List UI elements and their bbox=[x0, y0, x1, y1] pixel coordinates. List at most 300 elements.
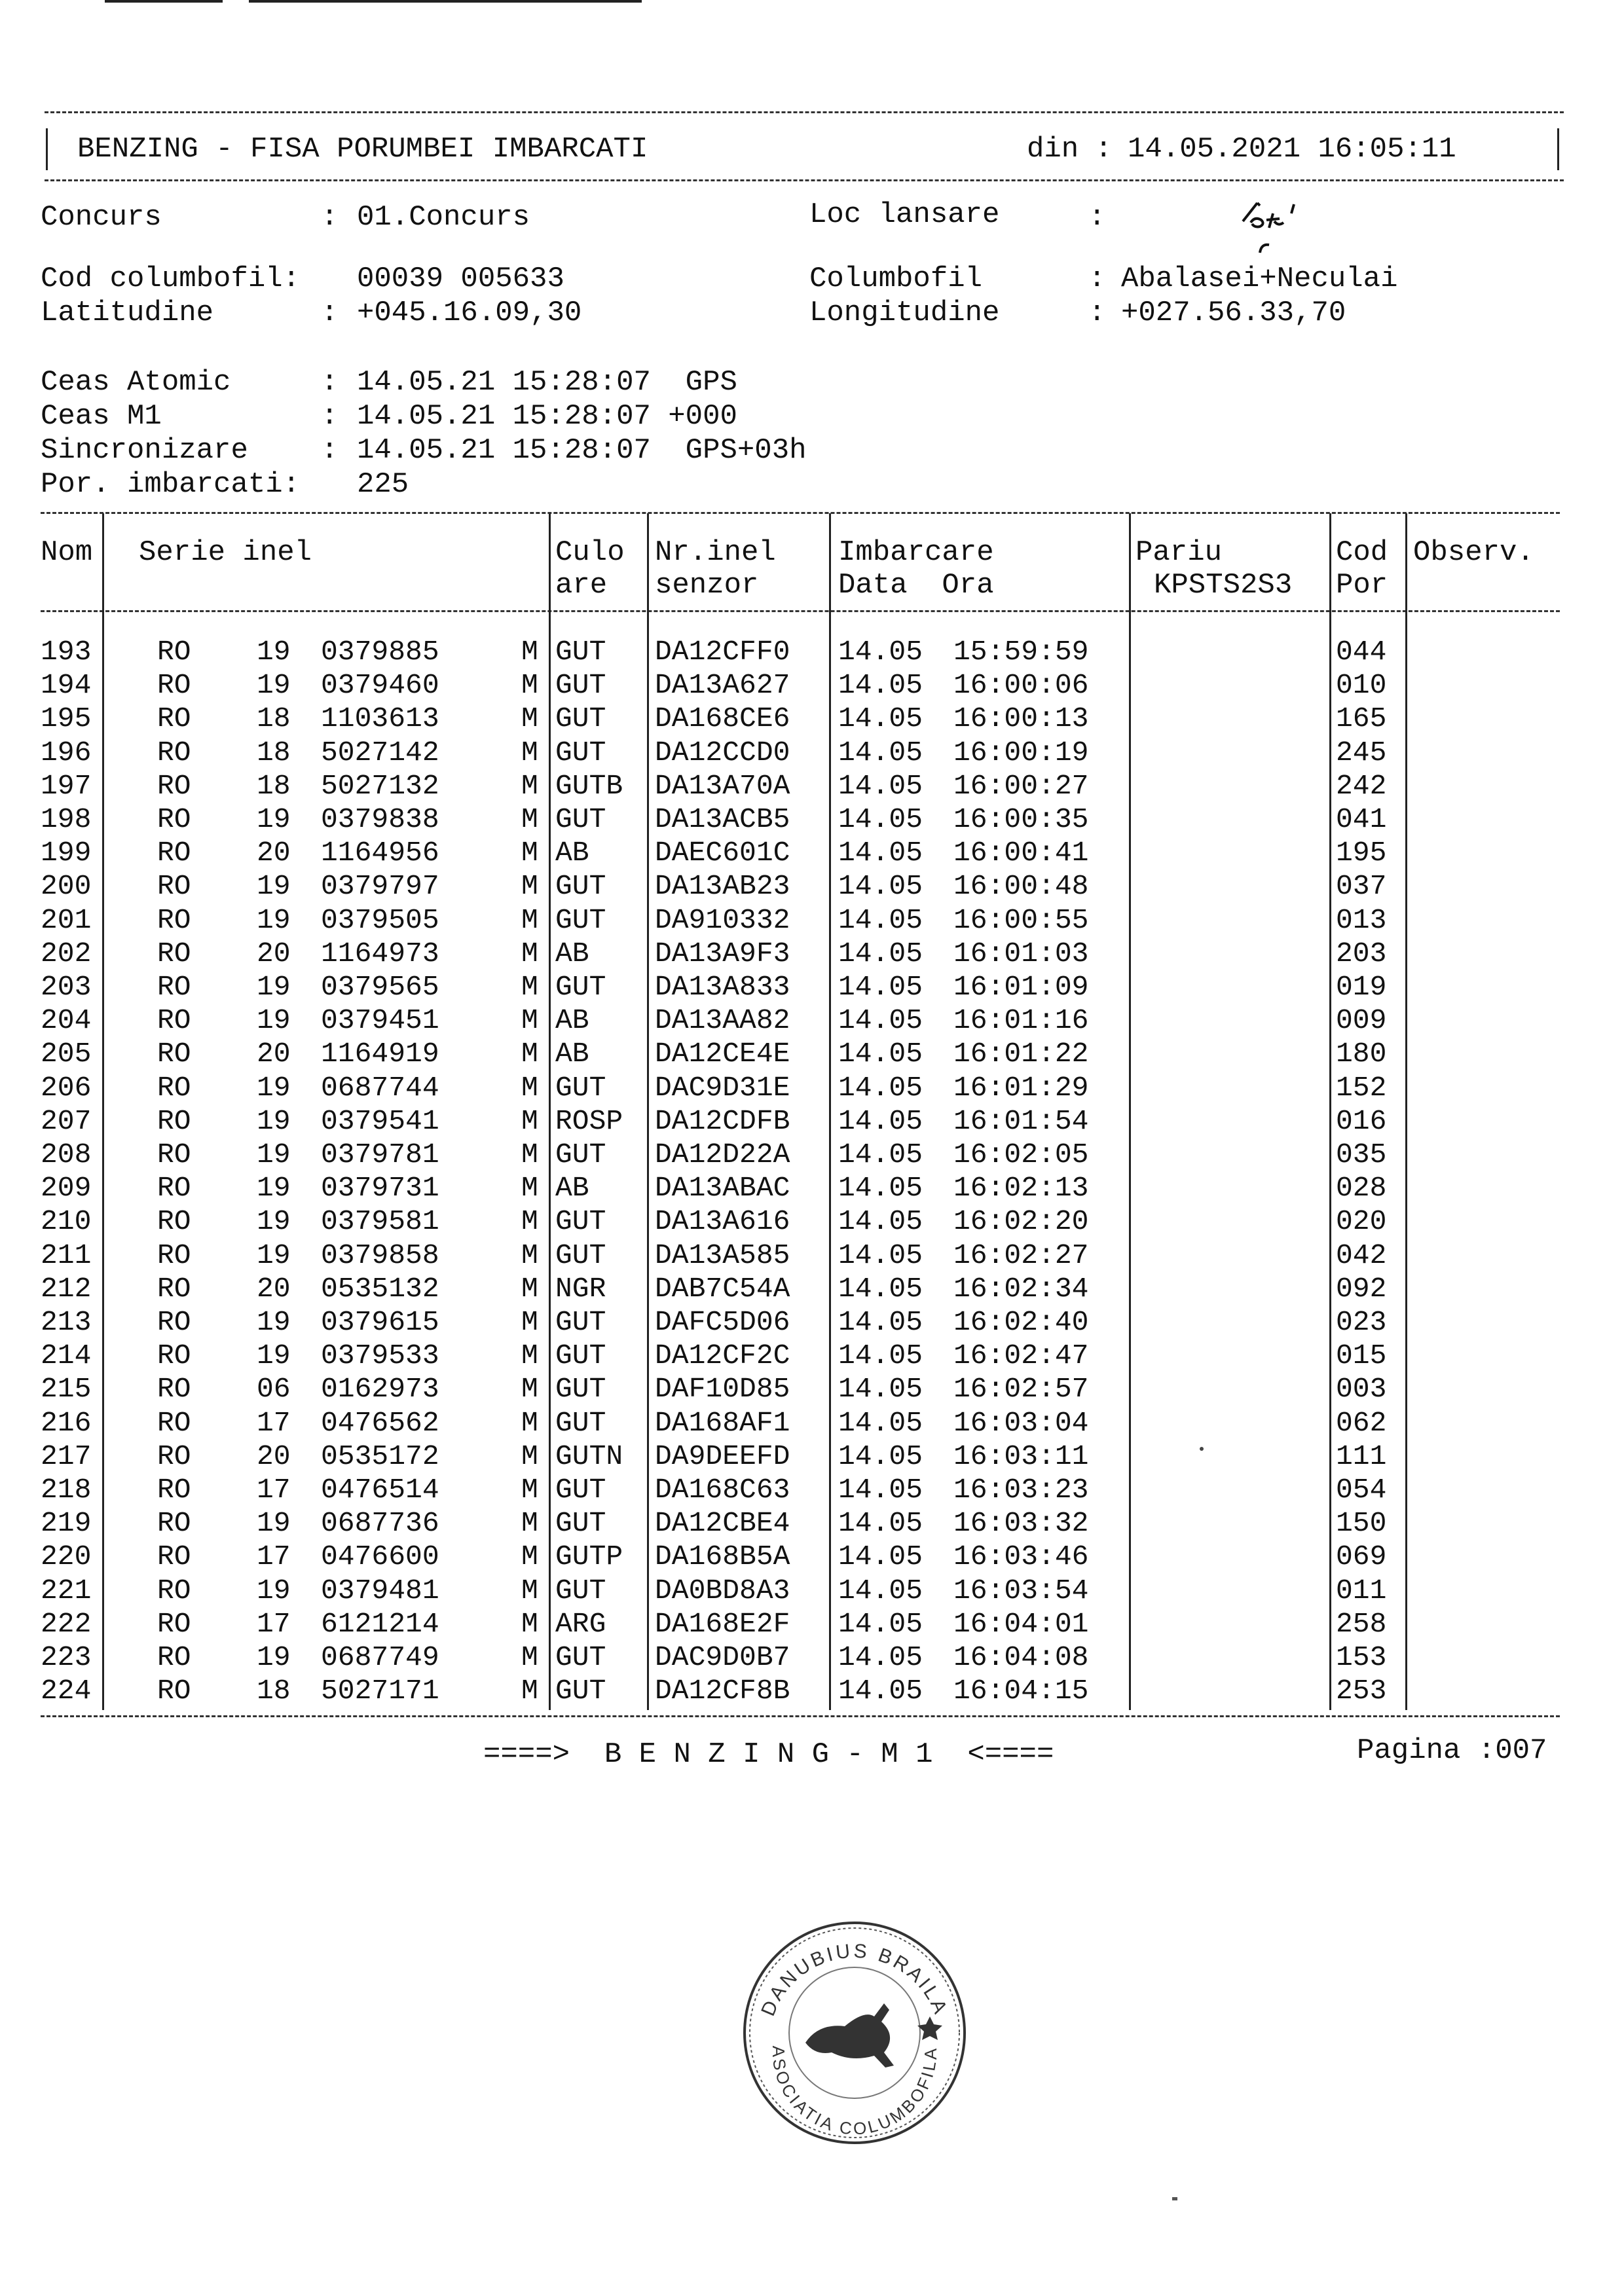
cell-color: GUT bbox=[555, 1373, 606, 1406]
cell-boarding-date: 14.05 bbox=[838, 702, 923, 735]
cell-ring-country: RO bbox=[157, 669, 191, 702]
cell-row-number: 195 bbox=[41, 702, 92, 735]
cell-ring-country: RO bbox=[157, 1004, 191, 1037]
cell-ring-number: 0476562 bbox=[321, 1406, 439, 1439]
cell-sex: M bbox=[521, 1507, 538, 1540]
cell-ring-year: 19 bbox=[257, 1507, 291, 1540]
cell-pigeon-code: 009 bbox=[1336, 1004, 1387, 1037]
cell-ring-number: 0379451 bbox=[321, 1004, 439, 1037]
cell-sensor-ring: DA12CF2C bbox=[655, 1339, 790, 1372]
cell-ring-country: RO bbox=[157, 1607, 191, 1640]
cell-sensor-ring: DA168C63 bbox=[655, 1474, 790, 1506]
col-header-cod-por: Cod bbox=[1336, 536, 1388, 569]
cell-ring-number: 0535172 bbox=[321, 1440, 439, 1472]
cell-color: GUTN bbox=[555, 1440, 623, 1472]
cell-ring-country: RO bbox=[157, 1406, 191, 1439]
cell-ring-country: RO bbox=[157, 803, 191, 835]
cell-color: AB bbox=[555, 1172, 589, 1205]
cell-color: GUT bbox=[555, 1507, 606, 1540]
cell-color: GUT bbox=[555, 903, 606, 936]
table-row bbox=[0, 1674, 1624, 1707]
scan-speck bbox=[1172, 2197, 1177, 2200]
cell-sensor-ring: DA13A627 bbox=[655, 669, 790, 702]
cell-row-number: 207 bbox=[41, 1104, 92, 1137]
cell-row-number: 194 bbox=[41, 669, 92, 702]
col-header-observatii: Observ. bbox=[1413, 536, 1534, 569]
table-row bbox=[0, 903, 1624, 937]
cell-boarding-date: 14.05 bbox=[838, 1540, 923, 1573]
cell-ring-country: RO bbox=[157, 736, 191, 769]
cell-sensor-ring: DA13A9F3 bbox=[655, 937, 790, 970]
cell-ring-number: 0379533 bbox=[321, 1339, 439, 1372]
cell-row-number: 224 bbox=[41, 1675, 92, 1707]
cell-ring-country: RO bbox=[157, 1306, 191, 1338]
cod-columbofil-label: Cod columbofil: bbox=[41, 263, 301, 295]
table-row bbox=[0, 702, 1624, 735]
page-number: Pagina :007 bbox=[1357, 1734, 1547, 1767]
cell-color: GUT bbox=[555, 636, 606, 668]
cell-boarding-time: 16:00:48 bbox=[953, 870, 1089, 903]
cell-boarding-date: 14.05 bbox=[838, 736, 923, 769]
cell-ring-year: 18 bbox=[257, 769, 291, 802]
cell-ring-country: RO bbox=[157, 1205, 191, 1238]
table-row bbox=[0, 1272, 1624, 1305]
col-header-nom: Nom bbox=[41, 536, 93, 569]
cell-ring-year: 19 bbox=[257, 1104, 291, 1137]
table-row bbox=[0, 803, 1624, 836]
cell-sex: M bbox=[521, 1373, 538, 1406]
cell-sex: M bbox=[521, 803, 538, 835]
cell-pigeon-code: 037 bbox=[1336, 870, 1387, 903]
cell-boarding-date: 14.05 bbox=[838, 636, 923, 668]
cell-ring-year: 19 bbox=[257, 1239, 291, 1271]
cell-boarding-time: 16:01:09 bbox=[953, 971, 1089, 1003]
cell-pigeon-code: 041 bbox=[1336, 803, 1387, 835]
cell-sensor-ring: DAF10D85 bbox=[655, 1373, 790, 1406]
cell-boarding-date: 14.05 bbox=[838, 903, 923, 936]
cell-boarding-time: 16:01:54 bbox=[953, 1104, 1089, 1137]
cell-color: GUT bbox=[555, 1071, 606, 1104]
cell-ring-number: 1164973 bbox=[321, 937, 439, 970]
cell-boarding-date: 14.05 bbox=[838, 937, 923, 970]
cell-ring-year: 19 bbox=[257, 1004, 291, 1037]
cell-ring-year: 19 bbox=[257, 903, 291, 936]
col-header-pariu: Pariu bbox=[1135, 536, 1223, 569]
cell-boarding-time: 16:03:54 bbox=[953, 1574, 1089, 1607]
table-header-rule bbox=[41, 610, 1560, 612]
cell-ring-year: 19 bbox=[257, 1574, 291, 1607]
porumbei-imbarcati-value: 225 bbox=[357, 468, 409, 501]
cell-sex: M bbox=[521, 669, 538, 702]
cell-pigeon-code: 203 bbox=[1336, 937, 1387, 970]
cell-color: AB bbox=[555, 837, 589, 869]
cell-boarding-date: 14.05 bbox=[838, 870, 923, 903]
cell-sex: M bbox=[521, 1071, 538, 1104]
cell-sex: M bbox=[521, 1339, 538, 1372]
cell-color: GUT bbox=[555, 1306, 606, 1338]
stamp-top-text: DANUBIUS BRAILA bbox=[757, 1940, 952, 2020]
cell-boarding-time: 16:00:27 bbox=[953, 769, 1089, 802]
cell-boarding-date: 14.05 bbox=[838, 1071, 923, 1104]
cell-sensor-ring: DA13ABAC bbox=[655, 1172, 790, 1205]
pigeon-icon bbox=[805, 2003, 894, 2068]
columbofil-label: Columbofil bbox=[809, 263, 983, 295]
cell-color: AB bbox=[555, 937, 589, 970]
cell-row-number: 216 bbox=[41, 1406, 92, 1439]
cell-ring-number: 0379460 bbox=[321, 669, 439, 702]
cell-pigeon-code: 003 bbox=[1336, 1373, 1387, 1406]
cell-row-number: 220 bbox=[41, 1540, 92, 1573]
header-top-rule bbox=[45, 111, 1564, 113]
cell-boarding-date: 14.05 bbox=[838, 1406, 923, 1439]
cell-boarding-date: 14.05 bbox=[838, 1104, 923, 1137]
cell-boarding-time: 16:02:47 bbox=[953, 1339, 1089, 1372]
cell-ring-year: 18 bbox=[257, 702, 291, 735]
cell-ring-number: 5027171 bbox=[321, 1675, 439, 1707]
cell-ring-country: RO bbox=[157, 1474, 191, 1506]
cell-color: GUT bbox=[555, 669, 606, 702]
cell-boarding-date: 14.05 bbox=[838, 769, 923, 802]
cell-sex: M bbox=[521, 1474, 538, 1506]
cell-ring-country: RO bbox=[157, 1038, 191, 1070]
cell-sensor-ring: DA168CE6 bbox=[655, 702, 790, 735]
col-header-imbarcare: Imbarcare bbox=[838, 536, 994, 569]
cell-boarding-time: 16:03:04 bbox=[953, 1406, 1089, 1439]
cell-boarding-date: 14.05 bbox=[838, 1172, 923, 1205]
cell-sex: M bbox=[521, 1004, 538, 1037]
cell-pigeon-code: 054 bbox=[1336, 1474, 1387, 1506]
concurs-label: Concurs bbox=[41, 201, 162, 234]
cell-sensor-ring: DA12CF8B bbox=[655, 1675, 790, 1707]
cell-ring-year: 20 bbox=[257, 1038, 291, 1070]
cell-row-number: 210 bbox=[41, 1205, 92, 1238]
cell-sensor-ring: DA9DEEFD bbox=[655, 1440, 790, 1472]
cell-row-number: 205 bbox=[41, 1038, 92, 1070]
cell-ring-number: 0687736 bbox=[321, 1507, 439, 1540]
cell-boarding-date: 14.05 bbox=[838, 1139, 923, 1171]
cell-ring-year: 19 bbox=[257, 1172, 291, 1205]
cell-color: GUT bbox=[555, 1139, 606, 1171]
cell-sex: M bbox=[521, 1306, 538, 1338]
cell-ring-number: 0379731 bbox=[321, 1172, 439, 1205]
cell-boarding-time: 16:03:11 bbox=[953, 1440, 1089, 1472]
cell-sex: M bbox=[521, 1540, 538, 1573]
cell-boarding-date: 14.05 bbox=[838, 1373, 923, 1406]
cell-ring-number: 0379838 bbox=[321, 803, 439, 835]
cell-ring-year: 19 bbox=[257, 1139, 291, 1171]
cell-boarding-date: 14.05 bbox=[838, 669, 923, 702]
cell-boarding-time: 16:03:32 bbox=[953, 1507, 1089, 1540]
cell-sex: M bbox=[521, 1239, 538, 1271]
col-header-serie-inel: Serie inel bbox=[139, 536, 312, 569]
cell-ring-number: 0379858 bbox=[321, 1239, 439, 1271]
columbofil-value: Abalasei+Neculai bbox=[1121, 263, 1398, 295]
cell-row-number: 197 bbox=[41, 769, 92, 802]
cell-sensor-ring: DAC9D31E bbox=[655, 1071, 790, 1104]
cell-ring-number: 0379481 bbox=[321, 1574, 439, 1607]
cell-color: NGR bbox=[555, 1272, 606, 1305]
cell-row-number: 196 bbox=[41, 736, 92, 769]
cell-pigeon-code: 092 bbox=[1336, 1272, 1387, 1305]
cell-color: GUT bbox=[555, 1406, 606, 1439]
table-row bbox=[0, 1305, 1624, 1339]
cell-sex: M bbox=[521, 1205, 538, 1238]
table-row bbox=[0, 1339, 1624, 1372]
association-stamp bbox=[733, 1912, 976, 2154]
cell-sex: M bbox=[521, 636, 538, 668]
svg-text:DANUBIUS BRAILA bbox=[757, 1941, 951, 2020]
cell-row-number: 209 bbox=[41, 1172, 92, 1205]
cell-pigeon-code: 016 bbox=[1336, 1104, 1387, 1137]
ceas-atomic-label: Ceas Atomic bbox=[41, 366, 231, 399]
cell-ring-year: 20 bbox=[257, 837, 291, 869]
cell-pigeon-code: 165 bbox=[1336, 702, 1387, 735]
cell-color: GUT bbox=[555, 1339, 606, 1372]
cell-sex: M bbox=[521, 1607, 538, 1640]
cell-color: AB bbox=[555, 1004, 589, 1037]
cell-ring-number: 0379541 bbox=[321, 1104, 439, 1137]
cell-boarding-date: 14.05 bbox=[838, 1641, 923, 1673]
cell-sensor-ring: DA168E2F bbox=[655, 1607, 790, 1640]
cell-color: ARG bbox=[555, 1607, 606, 1640]
cell-boarding-time: 16:01:16 bbox=[953, 1004, 1089, 1037]
cell-ring-country: RO bbox=[157, 1540, 191, 1573]
table-row bbox=[0, 869, 1624, 903]
cell-row-number: 222 bbox=[41, 1607, 92, 1640]
cell-ring-year: 20 bbox=[257, 1272, 291, 1305]
cell-color: GUT bbox=[555, 736, 606, 769]
table-row bbox=[0, 769, 1624, 803]
table-row bbox=[0, 1506, 1624, 1540]
cell-sex: M bbox=[521, 1440, 538, 1472]
table-row bbox=[0, 1205, 1624, 1238]
ceas-m1-label: Ceas M1 bbox=[41, 400, 162, 433]
cell-pigeon-code: 035 bbox=[1336, 1139, 1387, 1171]
cell-boarding-date: 14.05 bbox=[838, 1507, 923, 1540]
cell-ring-country: RO bbox=[157, 1339, 191, 1372]
cell-ring-number: 1164956 bbox=[321, 837, 439, 869]
cell-ring-country: RO bbox=[157, 702, 191, 735]
cell-boarding-date: 14.05 bbox=[838, 803, 923, 835]
cell-pigeon-code: 019 bbox=[1336, 971, 1387, 1003]
cell-sex: M bbox=[521, 702, 538, 735]
cell-row-number: 213 bbox=[41, 1306, 92, 1338]
cell-sensor-ring: DA12CE4E bbox=[655, 1038, 790, 1070]
handwritten-signature bbox=[1231, 190, 1323, 262]
cell-boarding-date: 14.05 bbox=[838, 1339, 923, 1372]
cell-boarding-time: 16:00:06 bbox=[953, 669, 1089, 702]
cell-sex: M bbox=[521, 1104, 538, 1137]
cell-ring-country: RO bbox=[157, 1139, 191, 1171]
cell-row-number: 219 bbox=[41, 1507, 92, 1540]
date-label: din bbox=[1027, 133, 1079, 166]
cell-ring-year: 19 bbox=[257, 1306, 291, 1338]
cell-sensor-ring: DAB7C54A bbox=[655, 1272, 790, 1305]
cell-boarding-date: 14.05 bbox=[838, 1205, 923, 1238]
col-header-nr-inel-senzor: Nr.inel bbox=[655, 536, 776, 569]
cell-ring-number: 0379581 bbox=[321, 1205, 439, 1238]
table-row bbox=[0, 1037, 1624, 1070]
cell-ring-country: RO bbox=[157, 837, 191, 869]
cell-pigeon-code: 010 bbox=[1336, 669, 1387, 702]
cell-sex: M bbox=[521, 1172, 538, 1205]
cell-ring-year: 17 bbox=[257, 1607, 291, 1640]
cell-boarding-time: 16:04:01 bbox=[953, 1607, 1089, 1640]
cell-boarding-date: 14.05 bbox=[838, 1675, 923, 1707]
cell-sensor-ring: DA12D22A bbox=[655, 1139, 790, 1171]
cell-ring-year: 19 bbox=[257, 1205, 291, 1238]
document-page: BENZING - FISA PORUMBEI IMBARCATI din : 14.05.2021 16:05:11 Concurs : 01.Concurs Loc lansare : Cod columbofil: 00039 005633 Columbofil : Abalasei+Neculai Latitudine : +045.16.09,30 Longitudine : +027.56.33,70 Ceas Atomic : 14.05.21 15:28:07 GPS Ceas M1 : 14.05.21 15:28:07 +000 Sincronizare : 14.05.21 15:28:07 GPS+03h Por. imbarcati: 225 Nom Serie inel Culo are Nr.inel senzor Imbarcare Data Ora Pariu KPSTS2S3 Cod Por Observ. 193 RO 19 0379885 M GUT DA12CFF0 14.05 15:59:59 044 194 RO 19 0379460 M GUT DA13A627 14.05 16:00:06 010 195 RO 18 1103613 M GUT DA168CE6 14.05 16:00:13 165 196 RO 18 5027142 M GUT DA12CCD0 14.05 16:00:19 245 197 RO 18 5027132 M GUTB DA13A70A 14.05 16:00:27 242 198 RO 19 0379838 M GUT DA13ACB5 14.05 16:00:35 041 199 RO 20 1164956 M AB DAEC601C 14.05 16:00:41 195 200 RO 19 0379797 M GUT DA13AB23 14.05 16:00:48 037 201 RO 19 0379505 M GUT DA910332 14.05 16:00:55 013 202 RO 20 1164973 M AB DA13A9F3 14.05 16:01:03 203 203 RO 19 0379565 M GUT DA13A833 14.05 16:01:09 019 204 RO 19 0379451 M AB DA13AA82 14.05 16:01:16 009 205 RO 20 1164919 M AB DA12CE4E 14.05 16:01:22 180 206 RO 19 0687744 M GUT DAC9D31E 14.05 16:01:29 152 207 RO 19 0379541 M ROSP DA12CDFB 14.05 16:01:54 016 208 RO 19 0379781 M GUT DA12D22A 14.05 16:02:05 035 209 RO 19 0379731 M AB DA13ABAC 14.05 16:02:13 028 210 RO 19 0379581 M GUT DA13A616 14.05 16:02:20 020 211 RO 19 0379858 M GUT DA13A585 14.05 16:02:27 042 212 RO 20 0535132 M NGR DAB7C54A 14.05 16:02:34 092 213 RO 19 0379615 M GUT DAFC5D06 14.05 16:02:40 023 214 RO 19 0379533 M GUT DA12CF2C 14.05 16:02:47 015 215 RO 06 0162973 M GUT DAF10D85 14.05 16:02:57 003 216 RO 17 0476562 M GUT DA168AF1 14.05 16:03:04 062 217 RO 20 0535172 M GUTN DA9DEEFD 14.05 16:03:11 111 218 RO 17 0476514 M GUT DA168C63 14.05 16:03:23 054 219 RO 19 0687736 M GUT DA12CBE4 14.05 16:03:32 150 220 RO 17 0476600 M GUTP DA168B5A 14.05 16:03:46 069 221 RO 19 0379481 M GUT DA0BD8A3 14.05 16:03:54 011 222 RO 17 6121214 M ARG DA168E2F 14.05 16:04:01 258 223 RO 19 0687749 M GUT DAC9D0B7 14.05 16:04:08 153 224 RO 18 5027171 M GUT DA12CF8B 14.05 16:04:15 253 ====> B E N Z I N G - M 1 <==== Pagina :007 DANUBIUS BRAILA ASOCIATIA COLUMBOFILA bbox=[0, 0, 1624, 2296]
cell-color: GUT bbox=[555, 702, 606, 735]
cell-pigeon-code: 242 bbox=[1336, 769, 1387, 802]
cell-ring-year: 19 bbox=[257, 971, 291, 1003]
cell-ring-number: 0379615 bbox=[321, 1306, 439, 1338]
cell-boarding-date: 14.05 bbox=[838, 1474, 923, 1506]
cell-row-number: 212 bbox=[41, 1272, 92, 1305]
cell-sex: M bbox=[521, 1574, 538, 1607]
header-left-border bbox=[46, 128, 48, 170]
table-row bbox=[0, 736, 1624, 769]
cell-boarding-time: 16:02:40 bbox=[953, 1306, 1089, 1338]
cell-row-number: 218 bbox=[41, 1474, 92, 1506]
cell-boarding-date: 14.05 bbox=[838, 1272, 923, 1305]
cell-boarding-time: 16:00:55 bbox=[953, 903, 1089, 936]
cell-boarding-date: 14.05 bbox=[838, 837, 923, 869]
cell-boarding-time: 15:59:59 bbox=[953, 636, 1089, 668]
cell-color: GUT bbox=[555, 1675, 606, 1707]
cell-sensor-ring: DA13A585 bbox=[655, 1239, 790, 1271]
cell-ring-country: RO bbox=[157, 1272, 191, 1305]
ceas-atomic-value: 14.05.21 15:28:07 GPS bbox=[357, 366, 737, 399]
cell-row-number: 201 bbox=[41, 903, 92, 936]
cell-sensor-ring: DA13AB23 bbox=[655, 870, 790, 903]
cell-sensor-ring: DAC9D0B7 bbox=[655, 1641, 790, 1673]
cell-pigeon-code: 023 bbox=[1336, 1306, 1387, 1338]
cell-ring-year: 17 bbox=[257, 1474, 291, 1506]
cell-boarding-time: 16:02:05 bbox=[953, 1139, 1089, 1171]
cell-sex: M bbox=[521, 870, 538, 903]
scan-speck bbox=[1200, 1447, 1204, 1451]
header-right-border bbox=[1557, 128, 1559, 170]
cell-ring-year: 19 bbox=[257, 1641, 291, 1673]
cell-pigeon-code: 015 bbox=[1336, 1339, 1387, 1372]
cell-boarding-date: 14.05 bbox=[838, 1574, 923, 1607]
cell-ring-country: RO bbox=[157, 636, 191, 668]
table-row bbox=[0, 1607, 1624, 1641]
sincronizare-label: Sincronizare bbox=[41, 434, 248, 467]
cell-sensor-ring: DA13A833 bbox=[655, 971, 790, 1003]
cell-ring-year: 19 bbox=[257, 1339, 291, 1372]
cell-boarding-time: 16:04:15 bbox=[953, 1675, 1089, 1707]
cell-boarding-time: 16:02:34 bbox=[953, 1272, 1089, 1305]
table-row bbox=[0, 668, 1624, 702]
cell-pigeon-code: 013 bbox=[1336, 903, 1387, 936]
cell-ring-country: RO bbox=[157, 1675, 191, 1707]
cell-ring-year: 18 bbox=[257, 736, 291, 769]
cell-boarding-date: 14.05 bbox=[838, 1440, 923, 1472]
cell-pigeon-code: 150 bbox=[1336, 1507, 1387, 1540]
cell-ring-number: 0379797 bbox=[321, 870, 439, 903]
col-header-culoare: Culo bbox=[555, 536, 625, 569]
table-row bbox=[0, 635, 1624, 668]
table-row bbox=[0, 1138, 1624, 1171]
cell-pigeon-code: 153 bbox=[1336, 1641, 1387, 1673]
cell-ring-year: 20 bbox=[257, 1440, 291, 1472]
latitudine-label: Latitudine bbox=[41, 297, 214, 329]
cell-boarding-time: 16:02:27 bbox=[953, 1239, 1089, 1271]
cell-ring-country: RO bbox=[157, 1373, 191, 1406]
cell-row-number: 217 bbox=[41, 1440, 92, 1472]
cell-ring-country: RO bbox=[157, 937, 191, 970]
cell-pigeon-code: 111 bbox=[1336, 1440, 1387, 1472]
cell-ring-year: 17 bbox=[257, 1540, 291, 1573]
cell-ring-country: RO bbox=[157, 1574, 191, 1607]
header-bottom-rule bbox=[45, 179, 1564, 181]
cell-color: GUTP bbox=[555, 1540, 623, 1573]
cell-ring-country: RO bbox=[157, 903, 191, 936]
cell-pigeon-code: 020 bbox=[1336, 1205, 1387, 1238]
cell-color: GUT bbox=[555, 870, 606, 903]
document-title: BENZING - FISA PORUMBEI IMBARCATI bbox=[77, 133, 648, 166]
cell-sensor-ring: DA13A616 bbox=[655, 1205, 790, 1238]
cell-ring-number: 0687749 bbox=[321, 1641, 439, 1673]
table-bottom-rule bbox=[41, 1715, 1560, 1717]
cell-pigeon-code: 195 bbox=[1336, 837, 1387, 869]
table-row bbox=[0, 1071, 1624, 1104]
cell-boarding-time: 16:00:19 bbox=[953, 736, 1089, 769]
cell-color: AB bbox=[555, 1038, 589, 1070]
cell-sensor-ring: DAEC601C bbox=[655, 837, 790, 869]
cell-sex: M bbox=[521, 1406, 538, 1439]
cell-sensor-ring: DA12CBE4 bbox=[655, 1507, 790, 1540]
cell-ring-number: 0476600 bbox=[321, 1540, 439, 1573]
table-row bbox=[0, 970, 1624, 1004]
cell-boarding-time: 16:02:13 bbox=[953, 1172, 1089, 1205]
cell-sex: M bbox=[521, 1675, 538, 1707]
cell-ring-number: 5027142 bbox=[321, 736, 439, 769]
cell-ring-country: RO bbox=[157, 1172, 191, 1205]
table-row bbox=[0, 1473, 1624, 1506]
cell-ring-year: 19 bbox=[257, 803, 291, 835]
cod-columbofil-value: 00039 005633 bbox=[357, 263, 564, 295]
porumbei-imbarcati-label: Por. imbarcati: bbox=[41, 468, 301, 501]
cell-pigeon-code: 044 bbox=[1336, 636, 1387, 668]
cell-ring-country: RO bbox=[157, 1071, 191, 1104]
cell-sex: M bbox=[521, 736, 538, 769]
cell-sensor-ring: DA13ACB5 bbox=[655, 803, 790, 835]
cell-boarding-date: 14.05 bbox=[838, 1306, 923, 1338]
table-row bbox=[0, 1239, 1624, 1272]
cell-ring-year: 19 bbox=[257, 870, 291, 903]
cell-ring-country: RO bbox=[157, 1641, 191, 1673]
table-row bbox=[0, 1540, 1624, 1573]
cell-boarding-time: 16:01:22 bbox=[953, 1038, 1089, 1070]
table-row bbox=[0, 1641, 1624, 1674]
cell-boarding-time: 16:00:41 bbox=[953, 837, 1089, 869]
cell-color: GUT bbox=[555, 1474, 606, 1506]
cell-sensor-ring: DA13A70A bbox=[655, 769, 790, 802]
cell-ring-country: RO bbox=[157, 769, 191, 802]
cell-boarding-date: 14.05 bbox=[838, 971, 923, 1003]
footer-brand: ====> B E N Z I N G - M 1 <==== bbox=[483, 1738, 1054, 1771]
cell-pigeon-code: 180 bbox=[1336, 1038, 1387, 1070]
cell-ring-number: 0687744 bbox=[321, 1071, 439, 1104]
cell-sex: M bbox=[521, 1641, 538, 1673]
cell-pigeon-code: 069 bbox=[1336, 1540, 1387, 1573]
cell-color: ROSP bbox=[555, 1104, 623, 1137]
loc-lansare-label: Loc lansare bbox=[809, 198, 1000, 231]
cell-row-number: 204 bbox=[41, 1004, 92, 1037]
